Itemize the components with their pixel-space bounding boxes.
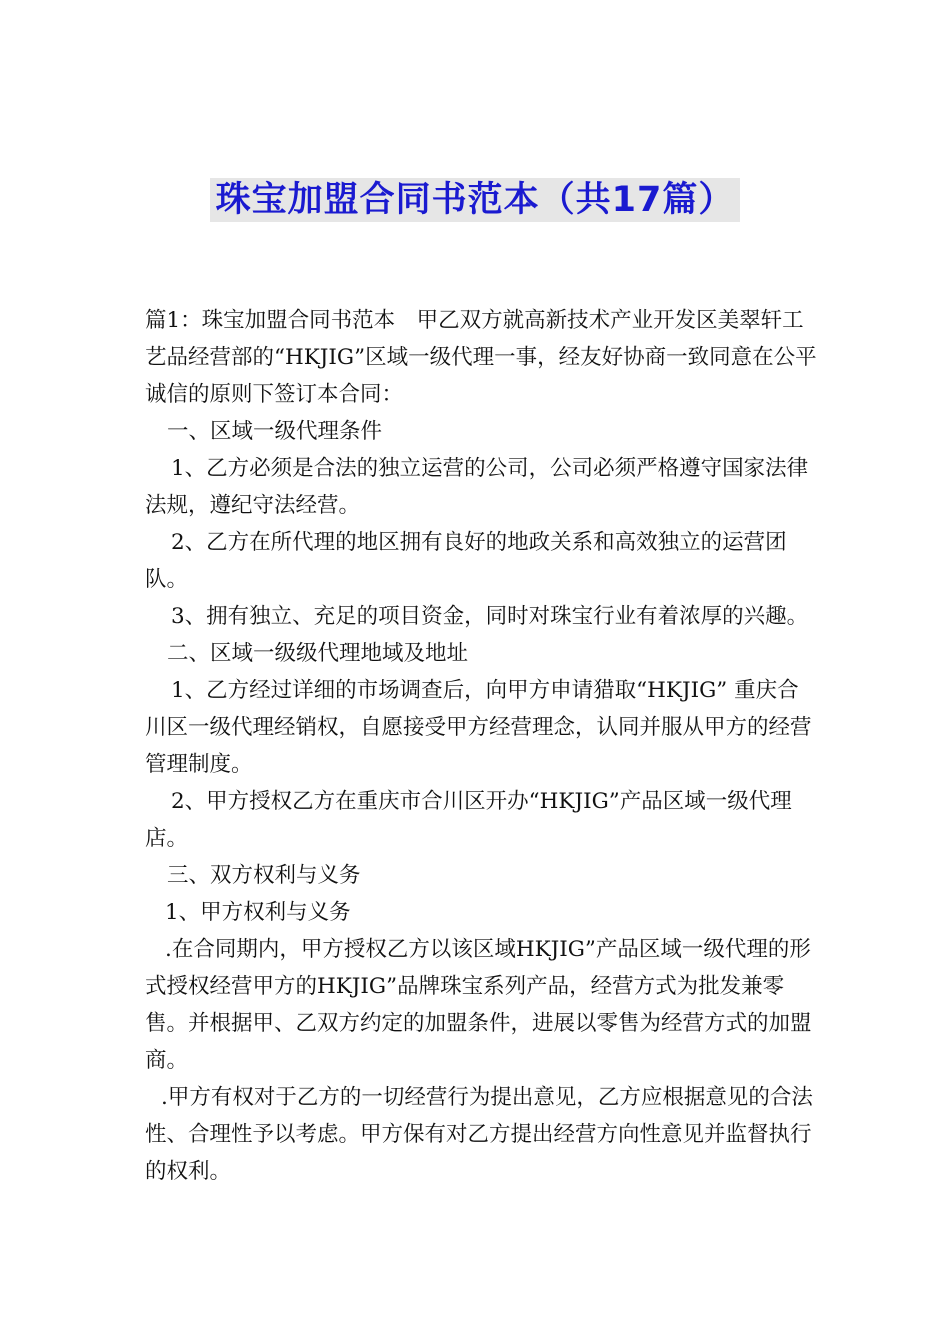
paragraph: 1、乙方经过详细的市场调查后，向甲方申请猎取“HKJIG” 重庆合川区一级代理经销权，自愿接受甲方经营理念，认同并服从甲方的经营管理制度。 <box>145 678 812 777</box>
paragraph: .在合同期内，甲方授权乙方以该区域HKJIG”产品区域一级代理的形式授权经营甲方的HKJIG”品牌珠宝系列产品，经营方式为批发兼零售。并根据甲、乙双方约定的加盟条件，进展以零售为经营方式的加盟商。 <box>145 937 812 1073</box>
paragraph: 篇1：珠宝加盟合同书范本 甲乙双方就高新技术产业开发区美翠轩工艺品经营部的“HKJIG”区域一级代理一事，经友好协商一致同意在公平诚信的原则下签订本合同： <box>145 308 817 407</box>
title-container <box>0 178 950 222</box>
paragraph: .甲方有权对于乙方的一切经营行为提出意见，乙方应根据意见的合法性、合理性予以考虑。甲方保有对乙方提出经营方向性意见并监督执行的权利。 <box>145 1085 813 1184</box>
section-heading: 三、双方权利与义务 <box>167 863 361 888</box>
paragraph: 2、甲方授权乙方在重庆市合川区开办“HKJIG”产品区域一级代理店。 <box>145 789 792 851</box>
document-title: 珠宝加盟合同书范本（共17篇） <box>210 178 741 222</box>
subsection-heading: 1、甲方权利与义务 <box>165 900 351 925</box>
paragraph: 1、乙方必须是合法的独立运营的公司，公司必须严格遵守国家法律法规，遵纪守法经营。 <box>145 456 809 518</box>
section-heading: 二、区域一级级代理地域及地址 <box>167 641 469 666</box>
document-body <box>145 302 817 1190</box>
section-heading: 一、区域一级代理条件 <box>167 419 383 444</box>
paragraph: 2、乙方在所代理的地区拥有良好的地政关系和高效独立的运营团队。 <box>145 530 787 592</box>
paragraph: 3、拥有独立、充足的项目资金，同时对珠宝行业有着浓厚的兴趣。 <box>171 604 809 629</box>
